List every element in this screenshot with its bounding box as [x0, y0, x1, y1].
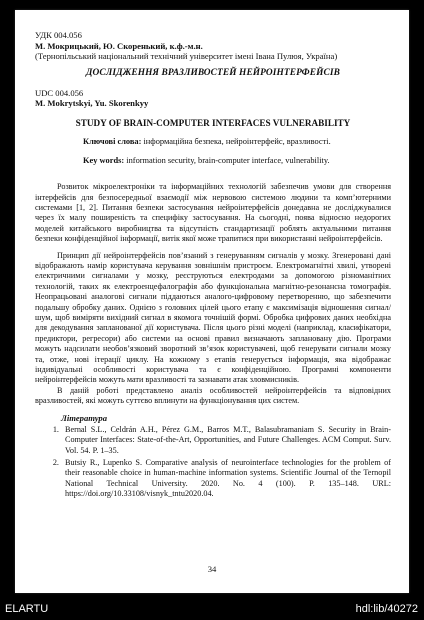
- handle-id: hdl:lib/40272: [355, 603, 418, 615]
- title-ua: ДОСЛІДЖЕННЯ ВРАЗЛИВОСТЕЙ НЕЙРОІНТЕРФЕЙСІВ: [86, 67, 340, 78]
- keywords-en: [83, 156, 391, 166]
- footer-bar: [0, 600, 424, 620]
- keywords-en-label: Key words:: [83, 155, 125, 165]
- udc-ua: УДК 004.056: [35, 30, 82, 40]
- keywords-en-text: information security, brain-computer interface, vulnerability.: [124, 155, 330, 165]
- page-number: 34: [207, 564, 217, 574]
- references-list: [35, 425, 391, 500]
- body-paragraph-3: В даній роботі представлено аналіз особливостей нейроінтерфейсів та відповідних вразливостей, які можуть суттєво вплинути на функціонування цих систем.: [35, 385, 391, 406]
- body-paragraph-1: Розвиток мікроелектроніки та інформаційних технологій забезпечив умови для створення інтерфейсів для безпосередньої взаємодії між нервовою системою людини та комп’ютерними системами [1, 2]. Питання безпеки застосування нейроінтерфейсів донедавна не досліджувалися через їх малу поширеність та специфіку застосування. На сьогодні, поява відносно недорогих моделей китайського виробництва та відсутність стандартизації роблять актуальними питання безпеки конфіденційної інформації, витік якої може трапитися при використанні нейроінтерфейсів.: [35, 182, 391, 244]
- body-paragraph-2: Принцип дії нейроінтерфейсів пов’язаний з генеруванням сигналів у мозку. Згенеровані дані відображають намір користувача керування зовнішнім пристроєм. Електромагнітні хвилі, утворені електричними сигналами у мозку, реєструються електродами за допомогою різноманітних технологій, таких як електроенцефалографія або функціональна магнітно-резонансна томографія. Неопрацьовані аналогові сигнали піддаються аналого-цифровому перетворенню, що забезпечити подальшу обробку даних. Однією з головних цілей цього етапу є максимізація відношення сигнал/шум, щоб виміряти вихідний сигнал в якомога точнішій формі. Обробка цифрових даних необхідна для декодування запланованої дії користувача. Після цього різні моделі (наприклад, класифікатори, предиктори, регресори) або системи на основі правил визначають заплановану дію. Програми можуть надсилати необов’язковий зворотний зв’язок користувачеві, щоб генерувати сигнали мозку та, отже, нові ітерації циклу. На кожному з етапів генерується інформація, яка відображає індивідуальні особливості користувача та є конфіденційною. Програмні компоненти нейроінтерфейсів можуть мати вразливості та зазнавати атак зловмисників.: [35, 250, 391, 385]
- references-title: Література: [61, 412, 108, 423]
- keywords-ua: [83, 137, 391, 147]
- title-en: STUDY OF BRAIN-COMPUTER INTERFACES VULNERABILITY: [75, 117, 351, 128]
- keywords-ua-text: інформаційна безпека, нейроінтерфейс, вразливості.: [141, 136, 331, 146]
- reference-item: 2. Butsiy R., Lupenko S. Comparative analysis of neurointerface technologies for the problem of their reasonable choice in human-machine information systems. Scientific Journal of the Ternopil National Technical University. 2020. No. 4 (100). P. 135–148. URL: https://doi.org/10.33108/visnyk_tntu2020.04.: [61, 458, 391, 500]
- affiliation-ua: (Тернопільський національний технічний університет імені Івана Пулюя, Україна): [35, 51, 338, 62]
- reference-item: 1. Bernal S.L., Celdrán A.H., Pérez G.M., Barros M.T., Balasubramaniam S. Security in Brain-Computer Interfaces: State-of-the-Art, Opportunities, and Future Challenges. ACM Comput. Surv. Vol. 54. P. 1–35.: [61, 425, 391, 456]
- page-content: [35, 30, 391, 502]
- repository-name: ELARTU: [5, 603, 49, 615]
- document-page: [15, 10, 409, 593]
- keywords-ua-label: Ключові слова:: [83, 136, 142, 146]
- udc-en: UDC 004.056: [35, 87, 84, 98]
- authors-ua: М. Мокрицький, Ю. Скоренький, к.ф.-м.н.: [35, 40, 203, 51]
- authors-en: M. Mokrytskyi, Yu. Skorenkyy: [35, 98, 149, 109]
